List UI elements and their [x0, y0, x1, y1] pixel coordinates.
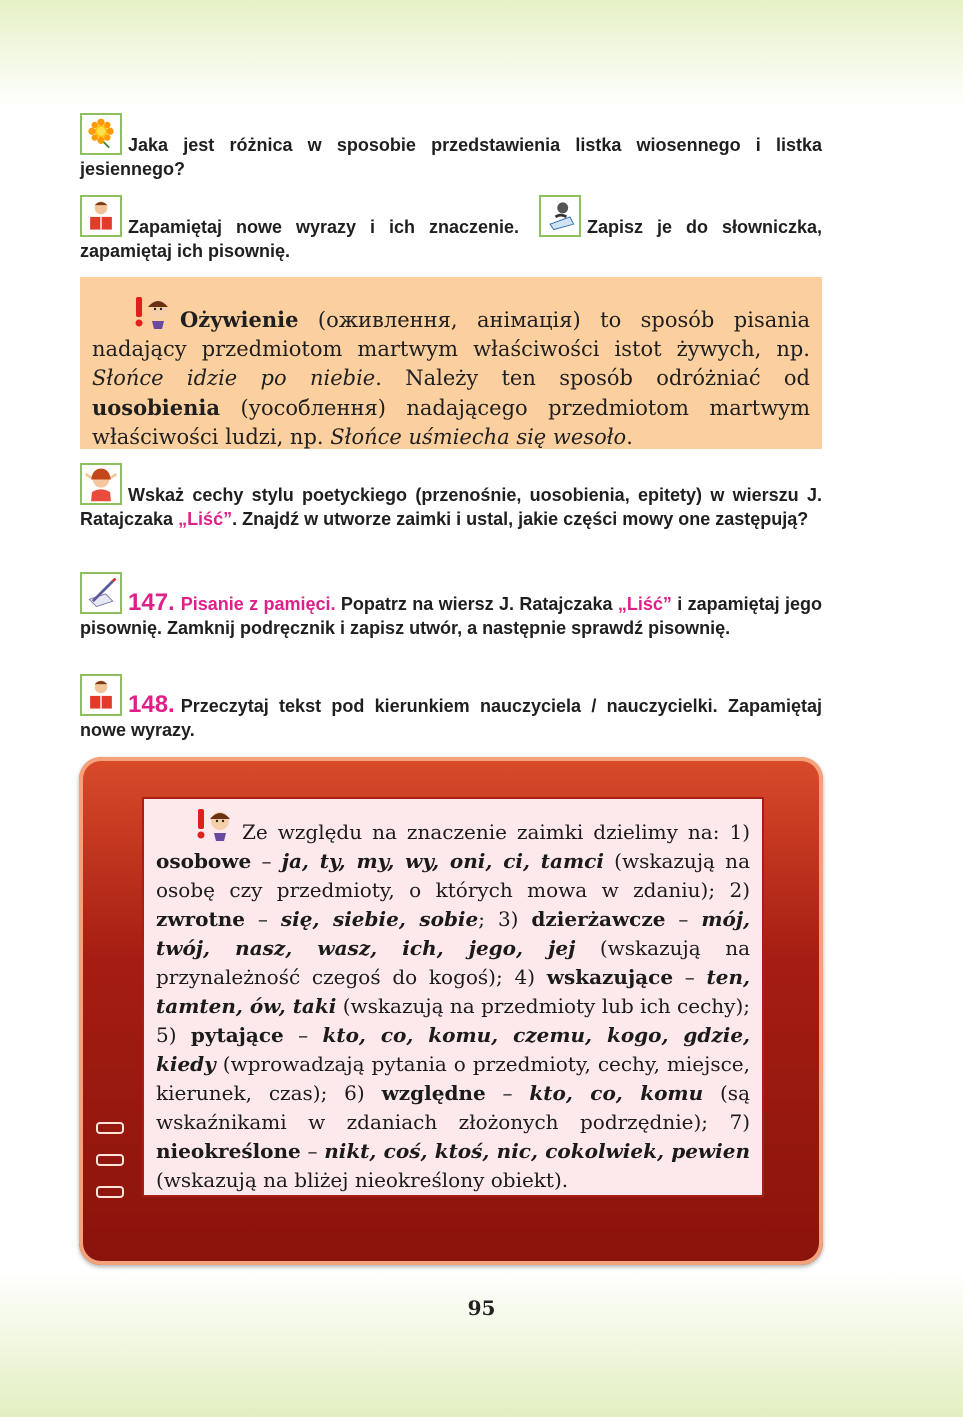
pronoun-examples: kto, co, komu	[529, 1081, 704, 1105]
pronoun-type: wskazujące	[546, 965, 674, 989]
poem-title: „Liść”	[617, 594, 672, 614]
pronoun-examples: nikt, coś, ktoś, nic, cokolwiek, pewien	[324, 1139, 751, 1163]
reading-boy-icon	[80, 195, 122, 237]
dash: –	[251, 849, 282, 873]
exclamation-girl-icon	[132, 295, 172, 329]
page-number: 95	[467, 1296, 496, 1320]
dash: –	[673, 965, 707, 989]
pronoun-examples: ten, tamten, ów, taki	[156, 965, 750, 1018]
girl-icon	[80, 463, 122, 505]
item-number: 4)	[514, 965, 547, 989]
rule-example: Słońce uśmiecha się wesoło	[330, 425, 627, 449]
dash: –	[283, 1023, 323, 1047]
item-desc: (wskazują na przynależność czegoś do kogoś);	[156, 936, 750, 989]
rule-text: .	[626, 425, 633, 449]
rule-term: uosobienia	[92, 395, 220, 420]
rule-example: Słońce idzie po niebie	[92, 366, 376, 390]
reading-boy-icon	[80, 674, 122, 716]
pronoun-examples: się, siebie, sobie	[280, 907, 479, 931]
rule-text: (оживлення, анімація) to sposób pisania nadający przedmiotom martwym właściwości istot żywych, np.	[92, 308, 810, 361]
rule-term: Ożywienie	[180, 307, 299, 332]
pen-notebook-icon	[80, 572, 122, 614]
task-text-b: i zapamiętaj jego pisownię. Zamknij podręcznik i zapisz utwór, a następnie sprawdź pisownię.	[80, 594, 823, 638]
item-number: 7)	[729, 1110, 750, 1134]
item-number: 3)	[497, 907, 532, 931]
frame-button-icon	[96, 1122, 124, 1134]
task-text: Przeczytaj tekst pod kierunkiem nauczyciela / nauczycielki. Zapamiętaj nowe wyrazy.	[80, 696, 822, 740]
rule-intro: Ze względu na znaczenie zaimki dzielimy na:	[242, 820, 720, 844]
pronoun-type: pytające	[190, 1023, 284, 1047]
task-text-a: Wskaż cechy stylu poetyckiego (przenośnie, uosobienia, epitety) w wierszu J. Ratajczaka	[80, 485, 822, 529]
rule-text: (уособлення) nadającego przedmiotom martwym właściwości ludzi, np.	[92, 396, 810, 449]
task-difference-question	[80, 113, 822, 181]
pronoun-type: nieokreślone	[156, 1139, 301, 1163]
exercise-label: Pisanie z pamięci.	[180, 594, 336, 614]
exercise-number: 147.	[128, 589, 175, 616]
item-desc: (wskazują na bliżej nieokreślony obiekt).	[156, 1168, 569, 1192]
pronoun-type: osobowe	[156, 849, 252, 873]
task-text: Jaka jest różnica w sposobie przedstawienia listka wiosennego i listka jesiennego?	[80, 135, 822, 179]
item-number: 6)	[344, 1081, 382, 1105]
dash: –	[665, 907, 702, 931]
rule-ozywienie	[80, 277, 822, 449]
item-desc: ;	[478, 907, 498, 931]
task-147	[80, 572, 822, 640]
dash: –	[485, 1081, 530, 1105]
pronoun-examples: mój, twój, nasz, wasz, ich, jego, jej	[156, 907, 751, 960]
pronoun-examples: kto, co, komu, czemu, kogo, gdzie, kiedy	[156, 1023, 751, 1076]
item-desc: (wskazują na osobę czy przedmioty, o których mowa w zdaniu);	[156, 849, 750, 902]
pronoun-type: zwrotne	[156, 907, 245, 931]
item-desc: (wprowadzają pytania o przedmioty, cechy, miejsce, kierunek, czas);	[156, 1052, 750, 1105]
exclamation-girl-icon	[194, 807, 234, 841]
exercise-number: 148.	[128, 691, 175, 718]
task-text-a: Popatrz na wiersz J. Ratajczaka	[335, 594, 618, 614]
rule-pronouns	[142, 797, 764, 1197]
flower-icon	[80, 113, 122, 155]
frame-button-icon	[96, 1186, 124, 1198]
pronoun-type: dzierżawcze	[531, 907, 666, 931]
item-number: 2)	[715, 878, 750, 902]
dash: –	[244, 907, 281, 931]
task-text-a: Zapamiętaj nowe wyrazy i ich znaczenie.	[128, 217, 520, 237]
writing-student-icon	[539, 195, 581, 237]
task-148	[80, 674, 822, 742]
frame-button-icon	[96, 1154, 124, 1166]
task-new-words	[80, 195, 822, 263]
item-desc: (są wskaźnikami w zdaniach złożonych podrzędnie);	[156, 1081, 750, 1134]
task-text-b: . Znajdź w utworze zaimki i ustal, jakie części mowy one zastępują?	[232, 509, 809, 529]
rule-text: . Należy ten sposób odróżniać od	[375, 366, 810, 390]
item-number: 1)	[729, 820, 750, 844]
pronoun-examples: ja, ty, my, wy, oni, ci, tamci	[281, 849, 604, 873]
task-poetic-style	[80, 463, 822, 531]
poem-title: „Liść”	[178, 509, 233, 529]
dash: –	[300, 1139, 325, 1163]
item-number: 5)	[156, 1023, 191, 1047]
task-text-b: Zapisz je do słowniczka, zapamiętaj ich pisownię.	[80, 217, 822, 261]
pronoun-type: względne	[381, 1081, 486, 1105]
item-desc: (wskazują na przedmioty lub ich cechy);	[336, 994, 750, 1018]
